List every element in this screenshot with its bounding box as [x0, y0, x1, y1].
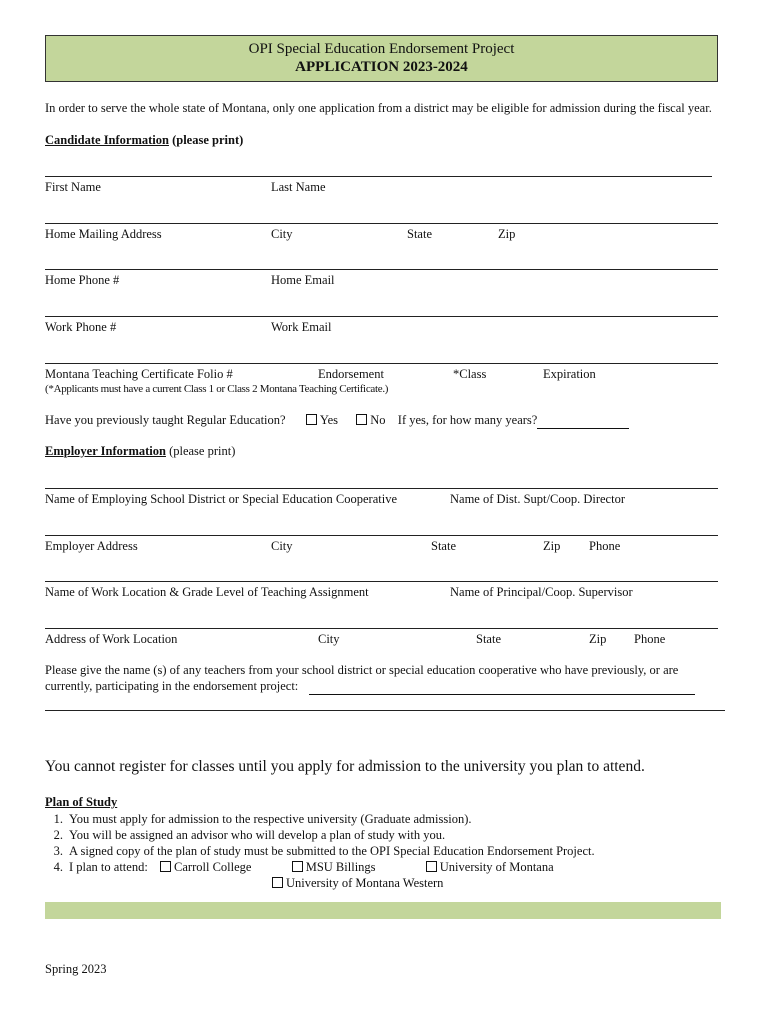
work-zip-label: Zip [589, 632, 607, 646]
registration-notice: You cannot register for classes until you apply for admission to the university you plan to attend. [45, 758, 645, 775]
plan-heading: Plan of Study [45, 795, 118, 809]
msu-billings-checkbox[interactable] [292, 861, 303, 872]
home-phone-label: Home Phone # [45, 273, 120, 287]
teachers-question-text: currently, participating in the endorsement project: [45, 679, 299, 693]
um-western-label: University of Montana Western [286, 876, 444, 890]
divider-bar [45, 902, 721, 919]
work-state-label: State [476, 632, 501, 646]
city-label: City [271, 227, 293, 241]
form-header [45, 35, 718, 82]
certificate-line[interactable] [45, 363, 718, 364]
no-checkbox[interactable] [356, 414, 367, 425]
um-western-checkbox[interactable] [272, 877, 283, 888]
employer-heading: Employer Information (please print) [45, 444, 236, 458]
work-location-line[interactable] [45, 581, 718, 582]
home-address-label: Home Mailing Address [45, 227, 162, 241]
plan-item: 4. I plan to attend: Carroll College MSU Billings University of Montana [53, 860, 554, 874]
carroll-checkbox[interactable] [160, 861, 171, 872]
yes-label: Yes [319, 413, 339, 427]
last-name-label: Last Name [271, 180, 326, 194]
employer-address-line[interactable] [45, 535, 718, 536]
work-email-label: Work Email [271, 320, 332, 334]
taught-question [45, 413, 629, 429]
class-label: *Class [453, 367, 487, 381]
work-phone-label-2: Phone [634, 632, 666, 646]
state-label: State [407, 227, 432, 241]
teachers-question-line1: Please give the name (s) of any teachers from your school district or special education cooperative who have previously, or are [45, 663, 679, 677]
candidate-heading: Candidate Information (please print) [45, 133, 244, 147]
first-name-label: First Name [45, 180, 101, 194]
first-name-line[interactable] [45, 176, 712, 177]
work-address-label: Address of Work Location [45, 632, 178, 646]
footer-date: Spring 2023 [45, 962, 107, 976]
teachers-field[interactable] [309, 679, 695, 695]
work-city-label: City [318, 632, 340, 646]
carroll-label: Carroll College [174, 860, 252, 874]
plan-list [45, 811, 595, 891]
district-line[interactable] [45, 488, 718, 489]
intro-text: In order to serve the whole state of Montana, only one application from a district may be eligible for admission during the fiscal year. [45, 101, 712, 115]
endorsement-label: Endorsement [318, 367, 384, 381]
home-email-label: Home Email [271, 273, 335, 287]
taught-question-text: Have you previously taught Regular Education? [45, 413, 286, 427]
work-address-line[interactable] [45, 628, 718, 629]
form-title: OPI Special Education Endorsement Project [248, 41, 515, 57]
plan-item-continued [45, 875, 595, 891]
employer-phone-label: Phone [589, 539, 621, 553]
um-label: University of Montana [439, 860, 554, 874]
work-location-label: Name of Work Location & Grade Level of Teaching Assignment [45, 585, 369, 599]
work-phone-label: Work Phone # [45, 320, 117, 334]
zip-label: Zip [498, 227, 516, 241]
address-line[interactable] [45, 223, 718, 224]
home-phone-line[interactable] [45, 269, 718, 270]
yes-checkbox[interactable] [306, 414, 317, 425]
work-phone-line[interactable] [45, 316, 718, 317]
principal-label: Name of Principal/Coop. Supervisor [450, 585, 633, 599]
teachers-question-line2 [45, 679, 695, 695]
years-field[interactable] [537, 413, 629, 429]
form-subtitle: APPLICATION 2023-2024 [295, 59, 468, 75]
district-name-label: Name of Employing School District or Special Education Cooperative [45, 492, 398, 506]
director-label: Name of Dist. Supt/Coop. Director [450, 492, 625, 506]
plan-item: 3. A signed copy of the plan of study must be submitted to the OPI Special Education Endorsement Project. [53, 844, 595, 858]
employer-zip-label: Zip [543, 539, 561, 553]
plan-item: 1. You must apply for admission to the respective university (Graduate admission). [53, 812, 472, 826]
plan-item: 2. You will be assigned an advisor who will develop a plan of study with you. [53, 828, 446, 842]
um-checkbox[interactable] [426, 861, 437, 872]
expiration-label: Expiration [543, 367, 596, 381]
employer-city-label: City [271, 539, 293, 553]
msu-billings-label: MSU Billings [305, 860, 376, 874]
years-question: If yes, for how many years? [397, 413, 538, 427]
employer-state-label: State [431, 539, 456, 553]
employer-address-label: Employer Address [45, 539, 138, 553]
no-label: No [370, 413, 386, 427]
folio-label: Montana Teaching Certificate Folio # [45, 367, 233, 381]
certificate-note: (*Applicants must have a current Class 1 or Class 2 Montana Teaching Certificate.) [45, 383, 389, 395]
teachers-extra-line[interactable] [45, 710, 725, 711]
